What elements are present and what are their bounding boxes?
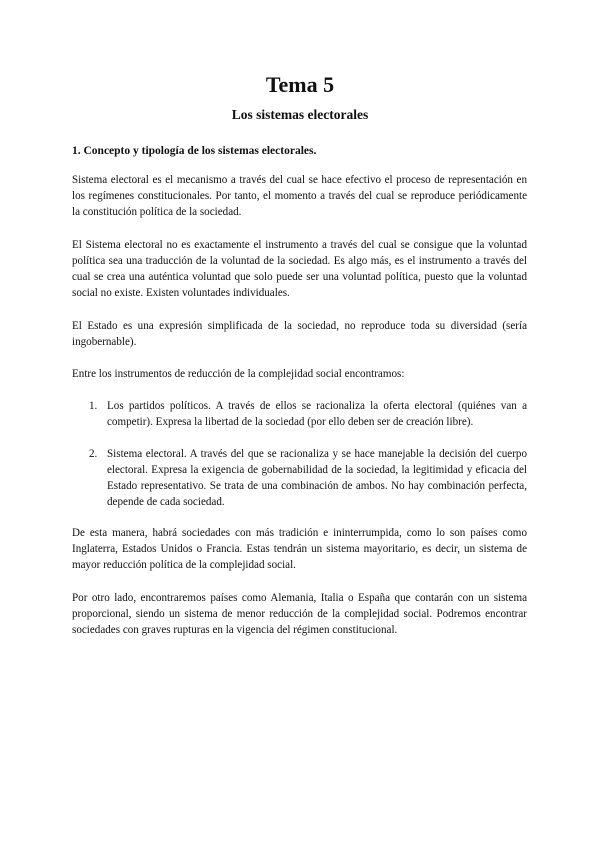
- paragraph: Por otro lado, encontraremos países como Alemania, Italia o España que contarán con un sistema proporcional, siendo un sistema de menor reducción de la complejidad social. Podremos encontrar sociedades con graves rupturas en la vigencia del régimen constitucional.: [72, 592, 527, 636]
- list-item: Sistema electoral. A través del que se racionaliza y se hace manejable la decisión del cuerpo electoral. Expresa la exigencia de gobernabilidad de la sociedad, la legitimidad y eficacia del Estado representativo. Se trata de una combinación de ambos. No hay combinación perfecta, depende de cada sociedad.: [107, 448, 527, 508]
- paragraph: De esta manera, habrá sociedades con más tradición e ininterrumpida, como lo son países como Inglaterra, Estados Unidos o Francia. Estas tendrán un sistema mayoritario, es decir, un sistema de mayor reducción política de la complejidad social.: [72, 527, 527, 571]
- paragraph: El Sistema electoral no es exactamente el instrumento a través del cual se consigue que la voluntad política sea una traducción de la voluntad de la sociedad. Es algo más, es el instrumento a través del cual se crea una auténtica voluntad que solo puede ser una voluntad política, puesto que la voluntad social no existe. Existen voluntades individuales.: [72, 239, 527, 299]
- paragraph: Entre los instrumentos de reducción de la complejidad social encontramos:: [72, 368, 405, 380]
- paragraph: Sistema electoral es el mecanismo a través del cual se hace efectivo el proceso de representación en los regímenes constitucionales. Por tanto, el momento a través del cual se reproduce periódicamente la constitución política de la sociedad.: [72, 174, 527, 218]
- section-heading: 1. Concepto y tipología de los sistemas electorales.: [72, 145, 317, 157]
- list-item-number: 2.: [89, 448, 98, 460]
- page-subtitle: Los sistemas electorales: [231, 107, 369, 122]
- list-item: Los partidos políticos. A través de ellos se racionaliza la oferta electoral (quiénes van a competir). Expresa la libertad de la sociedad (por ello deben ser de creación libre).: [107, 400, 527, 428]
- list-item-number: 1.: [89, 400, 98, 412]
- paragraph: El Estado es una expresión simplificada de la sociedad, no reproduce toda su diversidad (sería ingobernable).: [72, 320, 527, 348]
- page-title: Tema 5: [265, 72, 335, 97]
